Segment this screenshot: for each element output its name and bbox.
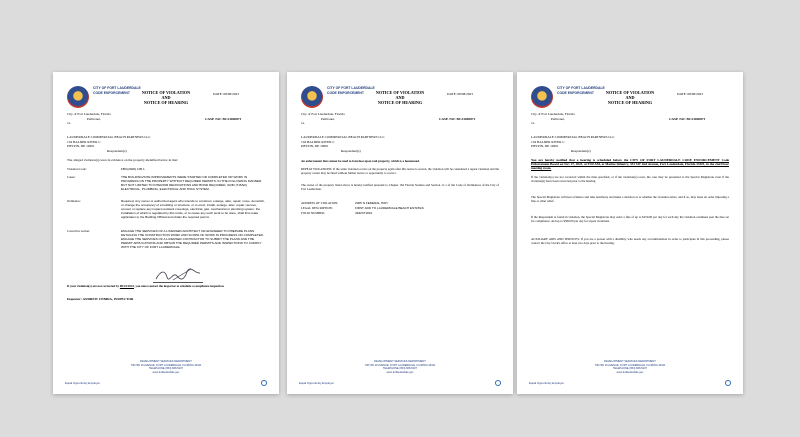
versus-label: vs. — [67, 121, 71, 126]
city-name: CITY OF FORT LAUDERDALE — [327, 86, 375, 90]
case-number — [205, 117, 265, 122]
title-line: NOTICE OF VIOLATION — [375, 90, 425, 95]
violation-row — [67, 176, 265, 198]
versus-label: vs. — [301, 121, 305, 126]
respondent-label: Respondent(s) — [571, 148, 591, 153]
date-value: 08/08/2023 — [223, 92, 239, 96]
footer-line: TELEPHONE (954) 828-5207 — [148, 367, 184, 371]
respondent-label: Respondent(s) — [341, 148, 361, 153]
row-value: FIRST ADD TO LAUDERDALE BEACH ESTATES — [355, 206, 424, 210]
case-label: CASE NO: — [205, 117, 222, 121]
respondent-city: DESTIN, DE 19901 — [531, 144, 559, 149]
respondent-address: 104 BALDER RIVER C — [67, 139, 101, 144]
page-footer — [517, 360, 743, 374]
case-value: BC23040871 — [456, 117, 476, 121]
equal-opportunity-text: Equal Opportunity Employer — [65, 381, 100, 385]
footer-line: DEVELOPMENT SERVICES DEPARTMENT — [140, 360, 192, 364]
date-block — [447, 92, 499, 96]
footer-line: www.fortlauderdale.gov — [152, 370, 180, 374]
title-line: AND — [161, 95, 171, 101]
violation-intro: The alleged violation(s) were in evidence on the property identified below in that: — [67, 158, 179, 162]
footer-line: 700 NW 19 AVENUE, FORT LAUDERDALE, FLORIDA 33311 — [130, 363, 202, 367]
case-value: BC23040871 — [222, 117, 242, 121]
footer-line: www.fortlauderdale.gov — [616, 370, 644, 374]
footer-line: www.fortlauderdale.gov — [386, 370, 414, 374]
inspector-line — [67, 298, 265, 302]
row-value: 2005 N FEDERAL HWY — [355, 201, 389, 205]
respondent-city: DESTIN, DE 19901 — [301, 144, 329, 149]
respondent-address: 104 BALDER RIVER C — [531, 139, 565, 144]
footer-line: DEVELOPMENT SERVICES DEPARTMENT — [374, 360, 426, 364]
property-row — [301, 212, 499, 217]
petitioner-location: City of Fort Lauderdale, Florida — [531, 112, 575, 116]
repeat-violation-paragraph: REPEAT VIOLATIONS: If the same violation occurs on the property again after this notice is served, the violation will be considered a repeat violation and the property owner may be fined without further notice or opportunity to correct. — [301, 167, 499, 175]
row-value: THE BUILDING/SITE IMPROVEMENTS WERE STARTED OR COMPLETED OR WORK IN PROGRESS ON THE PROPERTY WITHOUT REQUIRED PERMITS. IN THE FOLLOWING MANNER BUT NOT LIMITED TO INTERIOR RENOVATIONS AND BOND REQUIRED, GRID (T-BAR) ELECTRICAL, PLUMBING, ELECTRICAL AND HVAC SYSTEM. — [121, 175, 262, 191]
date-label: DATE: — [213, 92, 223, 96]
notice-title — [123, 90, 209, 106]
date-block — [677, 92, 729, 96]
city-seal-icon — [67, 86, 89, 108]
violation-row — [67, 230, 265, 266]
footer-line: TELEPHONE (954) 828-5207 — [382, 367, 418, 371]
petitioner-label: Petitioner, — [321, 116, 335, 121]
recycle-seal-icon — [261, 380, 267, 386]
city-name: CITY OF FORT LAUDERDALE — [93, 86, 141, 90]
respondent-label: Respondent(s) — [107, 148, 127, 153]
title-line: NOTICE OF HEARING — [377, 100, 423, 106]
statute-paragraph: The owner of the property listed above is hereby notified pursuant to Chapter 162 Florida Statutes and Section 11-1 of the Code of Ordinances of the City of Fort Lauderdale. — [301, 183, 499, 191]
document-page-1[interactable] — [53, 72, 279, 394]
notice-title — [587, 90, 673, 106]
row-label: Ordinance: — [67, 199, 81, 203]
date-label: DATE: — [447, 92, 457, 96]
row-label: ADDRESS OF VIOLATION: — [301, 201, 339, 205]
case-parties — [301, 112, 421, 126]
petitioner-location: City of Fort Lauderdale, Florida — [67, 112, 111, 116]
page-footer — [53, 360, 279, 374]
recycle-seal-icon — [725, 380, 731, 386]
case-parties — [531, 112, 651, 126]
inspector-label: Inspector: — [67, 297, 82, 301]
city-seal-icon — [301, 86, 323, 108]
respondent-name: LAUDERDALE COMMERCIAL BEACH PARTNERS LLC — [67, 135, 151, 139]
hearing-paragraph: The Special Magistrate will hear evidence and take testimony and make a decision as to whether the violation exists, and if so, may issue an order imposing a fine or other relief. — [531, 195, 729, 203]
inspector-signature — [153, 268, 203, 283]
date-value: 08/08/2023 — [687, 92, 703, 96]
signature-icon — [153, 268, 203, 282]
respondent-block — [67, 135, 267, 153]
row-value: 4942371901 — [355, 211, 373, 215]
case-label: CASE NO: — [439, 117, 456, 121]
equal-opportunity-text: Equal Opportunity Employer — [299, 381, 334, 385]
respondent-city: DESTIN, DE 19901 — [67, 144, 95, 149]
row-label: Corrective Action: — [67, 229, 90, 233]
homestead-heading: An enforcement lien cannot be used to foreclose upon real property, which is a homestead. — [301, 159, 420, 163]
footer-bar — [65, 380, 267, 386]
title-line: AND — [395, 95, 405, 101]
hearing-paragraph: If the violation(s) are not corrected within the time specified, or if the violation(s) recur, the case may be presented to the Special Magistrate even if the violation(s) have been corrected prior to the hearing. — [531, 175, 729, 183]
title-line: NOTICE OF HEARING — [143, 100, 189, 106]
violation-row — [67, 168, 265, 174]
petitioner-label: Petitioner, — [87, 116, 101, 121]
respondent-block — [301, 135, 501, 153]
respondent-name: LAUDERDALE COMMERCIAL BEACH PARTNERS LLC — [531, 135, 615, 139]
title-line: NOTICE OF VIOLATION — [605, 90, 655, 95]
row-label: Violation Code: — [67, 167, 87, 171]
footer-line: 700 NW 19 AVENUE, FORT LAUDERDALE, FLORIDA 33311 — [364, 363, 436, 367]
document-page-3[interactable] — [517, 72, 743, 394]
hearing-notice: You are hereby notified that a hearing is scheduled before the CITY OF FORT LAUDERDALE CODE ENFORCEMENT Code Enforcement Board on Nov 27, 2023, at 9:00 AM, at Marine Infantry, 333 SW 2nd Avenue, Fort Lauderdale, Florida 33301, in the 2nd Floor meeting room. — [531, 158, 729, 171]
versus-label: vs. — [531, 121, 535, 126]
row-label: FOLIO NUMBER: — [301, 211, 325, 215]
row-value: FBC(2020) 105.1 — [121, 167, 145, 171]
row-value: Required, Any owner or authorized agent who intends to construct, enlarge, alter, repair, move, demolish, or change the occupancy of a building or structure, or to erect, install, enlarge, alter, repair, remove, convert or replace any impact-resistant coverings, electrical, gas, mechanical or plumbing system, the installation of which is regulated by this Code, or to cause any such work to be done, shall first make application to the Building Official and obtain the required permit. — [121, 199, 265, 219]
city-name: CITY OF FORT LAUDERDALE — [557, 86, 605, 90]
case-value: BC23040871 — [686, 117, 706, 121]
row-label: Cause: — [67, 175, 76, 179]
petitioner-location: City of Fort Lauderdale, Florida — [301, 112, 345, 116]
row-label: LEGAL DESCRIPTION: — [301, 206, 333, 210]
respondent-address: 104 BALDER RIVER C — [301, 139, 335, 144]
title-line: NOTICE OF HEARING — [607, 100, 653, 106]
inspector-name: ANDREW CEBRIA, INSPECTOR — [82, 297, 134, 301]
compliance-prefix: If your violation(s) are not corrected by — [67, 284, 120, 288]
footer-bar — [299, 380, 501, 386]
title-line: AND — [625, 95, 635, 101]
footer-line: DEVELOPMENT SERVICES DEPARTMENT — [604, 360, 656, 364]
title-line: NOTICE OF VIOLATION — [141, 90, 191, 95]
case-parties — [67, 112, 187, 126]
city-department: CODE ENFORCEMENT — [557, 90, 594, 95]
compliance-notice — [67, 285, 265, 289]
date-value: 08/08/2023 — [457, 92, 473, 96]
document-page-2[interactable] — [287, 72, 513, 394]
respondent-block — [531, 135, 731, 153]
case-number — [439, 117, 499, 122]
page-footer — [287, 360, 513, 374]
compliance-suffix: , you must contact the inspector to schedule a compliance inspection. — [133, 284, 225, 288]
footer-line: 700 NW 19 AVENUE, FORT LAUDERDALE, FLORIDA 33311 — [594, 363, 666, 367]
case-label: CASE NO: — [669, 117, 686, 121]
footer-line: TELEPHONE (954) 828-5207 — [612, 367, 648, 371]
date-block — [213, 92, 265, 96]
city-seal-icon — [531, 86, 553, 108]
violation-row — [67, 200, 265, 228]
recycle-seal-icon — [495, 380, 501, 386]
footer-bar — [529, 380, 731, 386]
notice-title — [357, 90, 443, 106]
date-label: DATE: — [677, 92, 687, 96]
auxiliary-aids-paragraph: AUXILIARY AIDS AND SERVICES: If you are a person with a disability who needs any accommodation in order to participate in this proceeding, please contact the City Clerk's office at least two days prior to the hearing. — [531, 237, 729, 245]
case-number — [669, 117, 729, 122]
equal-opportunity-text: Equal Opportunity Employer — [529, 381, 564, 385]
city-department: CODE ENFORCEMENT — [327, 90, 364, 95]
compliance-date: 08/23/2023 — [119, 284, 134, 288]
row-value: ENGAGE THE SERVICES OF A LICENSED ARCHITECT OR ENGINEER TO PREPARE PLANS DETAILING THE CONSTRUCTION WORK AND SCOPE OF WORK IN PROGRESS OR COMPLETED. ENGAGE THE SERVICES OF A LICENSED CONTRACTOR TO SUBMIT THE PLANS AND THE PERMIT APPLICATIONS AND OBTAIN THE REQUIRED PERMITS AND INSPECTIONS TO COMPLY WITH THE CITY OF FORT LAUDERDALE. — [121, 229, 264, 249]
hearing-paragraph: If the Respondent is found in violation, the Special Magistrate may order a fine of up to $250.00 per day for each day the violation continues past the date set for compliance, and up to $500.00 per day for repeat violations. — [531, 215, 729, 223]
petitioner-label: Petitioner, — [551, 116, 565, 121]
city-department: CODE ENFORCEMENT — [93, 90, 130, 95]
respondent-name: LAUDERDALE COMMERCIAL BEACH PARTNERS LLC — [301, 135, 385, 139]
